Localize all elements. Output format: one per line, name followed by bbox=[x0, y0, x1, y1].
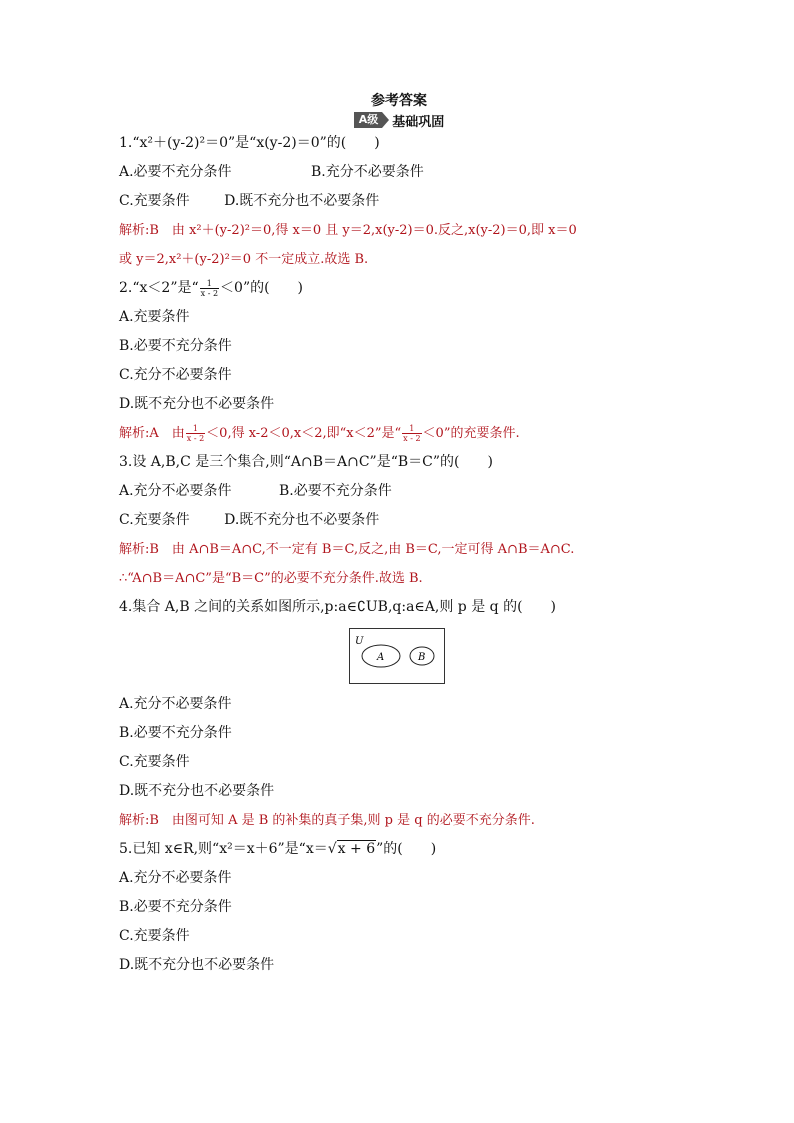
option-b: B.必要不充分条件 bbox=[119, 725, 232, 741]
answer-text: ＜0”的充要条件. bbox=[422, 426, 520, 441]
level-label: 基础巩固 bbox=[392, 114, 445, 130]
answer-text: 解析:A 由 bbox=[119, 426, 185, 441]
stem-text: 5.已知 x∈R,则“x²＝x＋6”是“x＝ bbox=[119, 841, 328, 857]
option-b: B.必要不充分条件 bbox=[119, 899, 232, 915]
fraction bbox=[200, 279, 219, 298]
option-a: A.充要条件 bbox=[119, 309, 190, 325]
option-c: C.充分不必要条件 bbox=[119, 367, 232, 383]
option-c: C.充要条件 bbox=[119, 512, 190, 528]
answer-page bbox=[119, 92, 679, 980]
question-4-answer: 解析:B 由图可知 A 是 B 的补集的真子集,则 p 是 q 的必要不充分条件. bbox=[119, 813, 535, 828]
option-d: D.既不充分也不必要条件 bbox=[119, 396, 275, 412]
sqrt-radicand: x + 6 bbox=[337, 841, 376, 857]
option-b: B.必要不充分条件 bbox=[279, 483, 392, 499]
question-3-answer-line-1: 解析:B 由 A∩B＝A∩C,不一定有 B＝C,反之,由 B＝C,一定可得 A∩B＝A∩C. bbox=[119, 542, 575, 557]
option-c: C.充要条件 bbox=[119, 193, 190, 209]
level-header bbox=[119, 111, 679, 129]
question-2-answer bbox=[119, 419, 679, 448]
option-d: D.既不充分也不必要条件 bbox=[119, 783, 275, 799]
question-1-answer-line-1: 解析:B 由 x²＋(y-2)²＝0,得 x＝0 且 y＝2,x(y-2)＝0.反之,x(y-2)＝0,即 x＝0 bbox=[119, 223, 577, 238]
fraction bbox=[402, 424, 421, 443]
set-a-label: A bbox=[377, 652, 385, 663]
question-1-options-cd bbox=[119, 187, 679, 216]
fraction bbox=[186, 424, 205, 443]
question-5-stem bbox=[119, 835, 679, 864]
fraction-denominator: x - 2 bbox=[186, 434, 205, 443]
question-3-options-cd bbox=[119, 506, 679, 535]
question-1-options-ab bbox=[119, 158, 679, 187]
option-c: C.充要条件 bbox=[119, 928, 190, 944]
fraction-denominator: x - 2 bbox=[403, 434, 421, 443]
fraction-numerator: 1 bbox=[186, 424, 205, 434]
fraction-numerator: 1 bbox=[402, 424, 421, 434]
option-a: A.充分不必要条件 bbox=[119, 870, 232, 886]
option-a: A.充分不必要条件 bbox=[119, 483, 232, 499]
question-1-answer-line-2: 或 y＝2,x²＋(y-2)²＝0 不一定成立.故选 B. bbox=[119, 252, 369, 267]
option-d: D.既不充分也不必要条件 bbox=[224, 193, 380, 209]
venn-svg bbox=[350, 629, 444, 683]
sqrt-sign: √ bbox=[327, 841, 337, 857]
option-a: A.充分不必要条件 bbox=[119, 696, 232, 712]
answer-text: ＜0,得 x-2＜0,x＜2,即“x＜2”是“ bbox=[206, 426, 402, 441]
question-2-stem bbox=[119, 274, 679, 303]
option-a: A.必要不充分条件 bbox=[119, 164, 232, 180]
option-b: B.充分不必要条件 bbox=[311, 164, 424, 180]
question-4-stem: 4.集合 A,B 之间的关系如图所示,p:a∈∁UB,q:a∈A,则 p 是 q 的( ) bbox=[119, 599, 556, 615]
question-3-answer-line-2: ∴“A∩B＝A∩C”是“B＝C”的必要不充分条件.故选 B. bbox=[119, 571, 423, 586]
stem-text: ＜0”的( ) bbox=[220, 280, 304, 296]
option-d: D.既不充分也不必要条件 bbox=[119, 957, 275, 973]
page-title: 参考答案 bbox=[371, 93, 427, 109]
venn-diagram bbox=[349, 628, 445, 684]
question-1-stem: 1.“x²＋(y-2)²＝0”是“x(y-2)＝0”的( ) bbox=[119, 135, 380, 151]
option-b: B.必要不充分条件 bbox=[119, 338, 232, 354]
option-d: D.既不充分也不必要条件 bbox=[224, 512, 380, 528]
level-badge: A级 bbox=[354, 112, 383, 128]
fraction-numerator: 1 bbox=[200, 279, 219, 289]
question-3-options-ab bbox=[119, 477, 679, 506]
stem-text: 2.“x＜2”是“ bbox=[119, 280, 199, 296]
option-c: C.充要条件 bbox=[119, 754, 190, 770]
fraction-denominator: x - 2 bbox=[200, 288, 219, 298]
universal-set-label: U bbox=[355, 636, 364, 647]
set-b-label: B bbox=[418, 652, 426, 663]
question-3-stem: 3.设 A,B,C 是三个集合,则“A∩B＝A∩C”是“B＝C”的( ) bbox=[119, 454, 493, 470]
stem-text: ”的( ) bbox=[376, 841, 437, 857]
